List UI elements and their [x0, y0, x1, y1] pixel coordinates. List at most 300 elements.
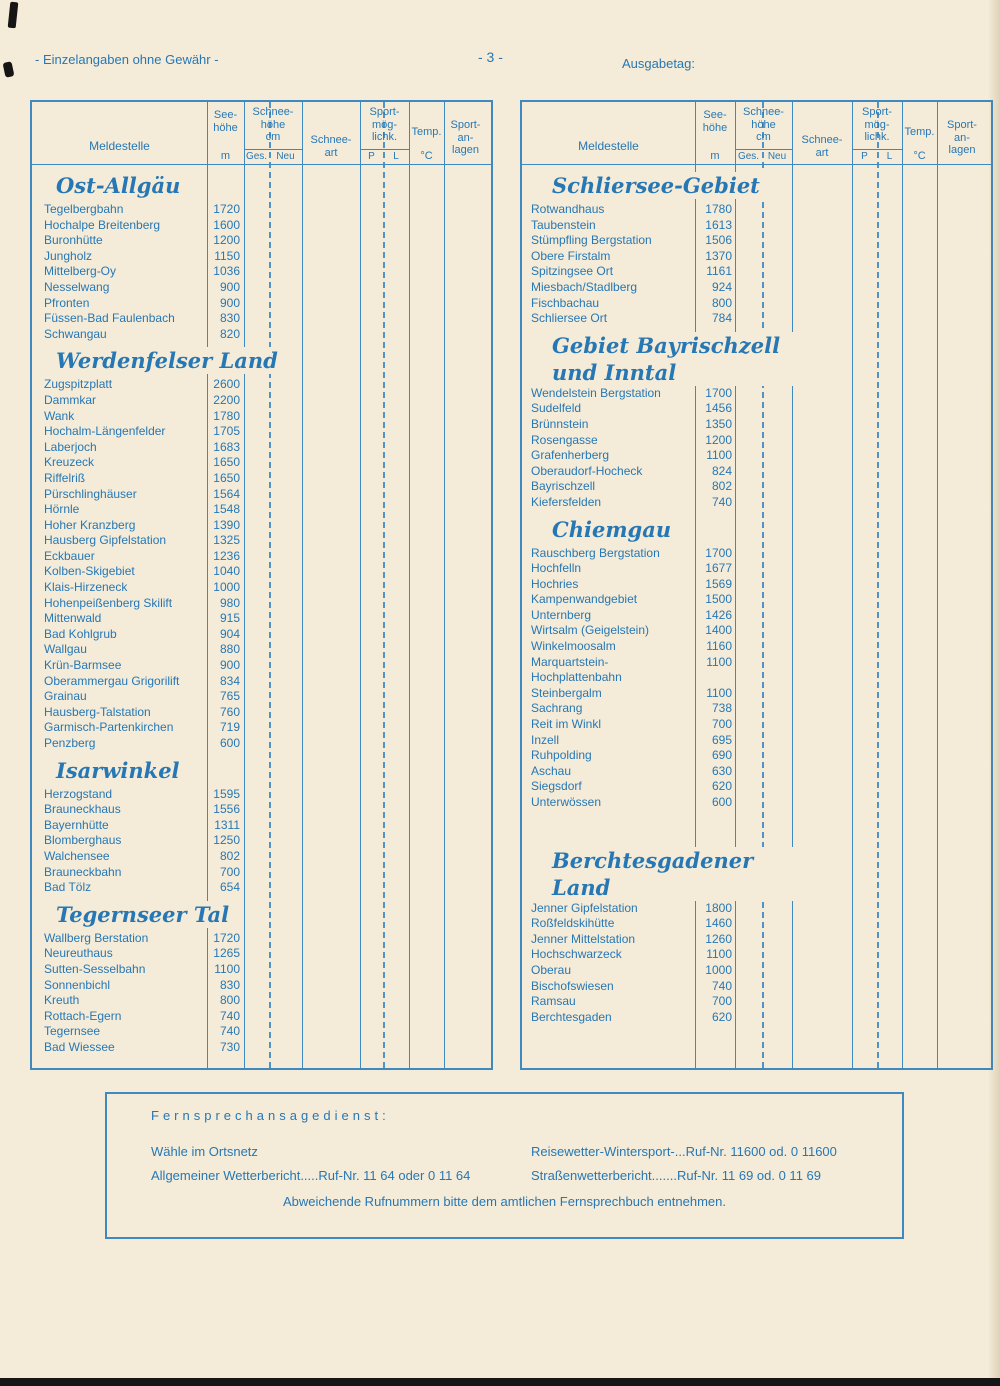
phone-row2-right: Straßenwetterbericht.......Ruf-Nr. 11 69 od. 0 11 69 [531, 1168, 821, 1183]
col-header-schneeart [792, 102, 852, 164]
station-name: Sachrang [531, 701, 583, 716]
station-altitude: 1613 [705, 217, 732, 232]
station-row [522, 464, 991, 480]
station-row [522, 947, 991, 963]
station-name: Bayrischzell [531, 479, 596, 494]
table-body-right [522, 165, 991, 1025]
station-name: Ruhpolding [531, 748, 592, 763]
station-altitude: 1720 [213, 930, 240, 945]
station-name: Hohenpeißenberg Skilift [44, 595, 173, 610]
schneeart-line1: Schnee- [310, 134, 352, 146]
station-name: Grafenherberg [531, 448, 610, 463]
station-row [32, 787, 491, 803]
station-name: Oberaudorf-Hocheck [531, 463, 643, 478]
phone-row1-right: Reisewetter-Wintersport-...Ruf-Nr. 11600 od. 0 11600 [531, 1144, 837, 1159]
col-header-sportmoeglichkeit [360, 102, 409, 164]
station-row [32, 720, 491, 736]
station-name: Pürschlinghäuser [44, 486, 137, 501]
station-altitude: 600 [711, 795, 732, 809]
station-altitude: 824 [711, 463, 732, 478]
station-altitude: 700 [711, 717, 732, 732]
col-header-meldestelle [32, 102, 207, 164]
station-altitude: 2600 [213, 377, 240, 392]
station-row [32, 978, 491, 994]
station-name: Kreuzeck [44, 455, 95, 470]
station-row [32, 502, 491, 518]
region-section [522, 516, 991, 811]
station-name: Tegelbergbahn [44, 202, 124, 216]
station-altitude: 924 [711, 279, 732, 294]
station-altitude: 719 [219, 720, 240, 735]
station-row [522, 218, 991, 234]
station-altitude: 1100 [706, 947, 732, 962]
station-altitude: 1100 [214, 961, 240, 976]
station-row [522, 280, 991, 296]
table-header [32, 102, 491, 165]
station-name: Buronhütte [44, 233, 103, 248]
station-row [522, 686, 991, 702]
station-altitude: 1683 [213, 439, 240, 454]
anlagen-line1: Sport- [450, 119, 481, 131]
station-altitude: 834 [219, 673, 240, 688]
station-row [522, 1010, 991, 1026]
station-name: Rosengasse [531, 432, 598, 447]
station-altitude: 1569 [705, 576, 732, 591]
station-row [32, 202, 491, 218]
col-header-schneeart [302, 102, 360, 164]
meldestelle-label: Meldestelle [89, 138, 150, 153]
station-name: Winkelmoosalm [531, 639, 616, 654]
station-name: Klais-Hirzeneck [44, 580, 128, 595]
station-row [32, 393, 491, 409]
issue-date-label: Ausgabetag: [622, 56, 696, 71]
station-row [32, 424, 491, 440]
station-row [522, 655, 991, 686]
station-altitude: 784 [711, 311, 732, 326]
station-name: Herzogstand [44, 786, 113, 801]
station-name: Bad Kohlgrub [44, 626, 117, 641]
seehoehe-line2: höhe [213, 121, 238, 134]
station-altitude: 1780 [705, 202, 732, 216]
station-row [32, 249, 491, 265]
station-name: Jenner Gipfelstation [531, 900, 638, 915]
anlagen-line3: lagen [452, 144, 479, 156]
station-altitude: 980 [219, 595, 240, 610]
station-row [522, 311, 991, 327]
station-row [522, 748, 991, 764]
region-section [522, 172, 991, 327]
station-name: Dammkar [44, 392, 97, 407]
station-row [522, 795, 991, 811]
station-altitude: 900 [219, 279, 240, 294]
station-altitude: 900 [219, 658, 240, 673]
station-name: Rauschberg Bergstation [531, 545, 660, 560]
station-altitude: 1200 [705, 432, 732, 447]
station-name: Taubenstein [531, 217, 596, 232]
station-row [522, 733, 991, 749]
seehoehe-line2: höhe [702, 121, 728, 134]
station-altitude: 1595 [213, 786, 240, 801]
snow-report-table-left [30, 100, 493, 1070]
station-name: Bayernhütte [44, 817, 109, 832]
station-name: Inzell [531, 732, 560, 747]
station-altitude: 820 [219, 326, 240, 341]
station-name: Roßfeldskihütte [531, 916, 615, 931]
station-name: Mittenwald [44, 611, 102, 626]
station-altitude: 1000 [213, 580, 240, 595]
station-row [522, 963, 991, 979]
station-name: Bischofswiesen [531, 978, 614, 993]
station-altitude: 654 [219, 880, 240, 895]
section-heading-row [522, 332, 991, 386]
station-row [32, 689, 491, 705]
phone-row2-left: Allgemeiner Wetterbericht.....Ruf-Nr. 11 64 oder 0 11 64 [151, 1168, 471, 1183]
station-row [522, 561, 991, 577]
station-altitude: 620 [711, 779, 732, 794]
station-name: Bad Tölz [44, 880, 92, 895]
station-altitude: 1000 [705, 962, 732, 977]
station-row [32, 611, 491, 627]
station-altitude: 1700 [705, 385, 732, 400]
station-row [32, 1009, 491, 1025]
temp-line1: Temp. [904, 126, 935, 138]
phone-service-box [105, 1092, 904, 1239]
station-altitude: 1400 [705, 623, 732, 638]
station-name: Hausberg-Talstation [44, 704, 151, 719]
station-row [32, 627, 491, 643]
station-row [32, 549, 491, 565]
section-title: Tegernseer Tal [54, 901, 234, 928]
station-name: Schliersee Ort [531, 311, 608, 326]
station-row [32, 409, 491, 425]
station-name: Wendelstein Bergstation [531, 385, 661, 400]
station-altitude: 1700 [705, 545, 732, 560]
table-body-left [32, 165, 491, 1056]
station-name: Wallberg Berstation [44, 930, 149, 945]
col-header-meldestelle [522, 102, 695, 164]
station-row [522, 479, 991, 495]
station-row [522, 979, 991, 995]
station-row [32, 1040, 491, 1056]
station-name: Brünnstein [531, 416, 589, 431]
station-altitude: 1236 [213, 548, 240, 563]
subheader-ges-neu [735, 149, 792, 165]
section-heading-row [522, 172, 991, 202]
station-name: Blomberghaus [44, 833, 122, 848]
station-row [522, 764, 991, 780]
station-altitude: 1100 [706, 448, 732, 463]
station-name: Neureuthaus [44, 946, 113, 961]
temp-unit: °C [420, 149, 433, 162]
subheader-p-l [852, 149, 902, 165]
section-heading-row [522, 847, 991, 901]
sport-line1: Sport- [862, 106, 892, 118]
neu-label: Neu [767, 150, 787, 162]
phone-row1-left: Wähle im Ortsnetz [151, 1144, 258, 1159]
phone-row3-note: Abweichende Rufnummern bitte dem amtlichen Fernsprechbuch entnehmen. [283, 1194, 726, 1209]
seehoehe-line1: See- [703, 109, 727, 121]
station-row [522, 233, 991, 249]
p-label: P [368, 150, 375, 162]
station-altitude: 880 [219, 642, 240, 657]
station-name: Nesselwang [44, 279, 110, 294]
station-name: Sudelfeld [531, 401, 582, 416]
station-altitude: 1040 [213, 564, 240, 579]
station-altitude: 765 [219, 689, 240, 704]
station-altitude: 600 [219, 736, 240, 750]
station-name: Wallgau [44, 642, 87, 657]
station-name: Pfronten [44, 295, 90, 310]
station-row [32, 849, 491, 865]
station-name: Hochries [531, 576, 579, 591]
station-altitude: 1260 [705, 931, 732, 946]
station-name: Kreuth [44, 993, 80, 1008]
station-altitude: 1100 [706, 685, 732, 700]
station-name: Walchensee [44, 848, 110, 863]
station-row [522, 932, 991, 948]
schneeart-line2: art [324, 146, 338, 159]
scan-artifact [8, 2, 19, 29]
station-altitude: 1800 [705, 900, 732, 915]
station-altitude: 1200 [213, 233, 240, 248]
station-row [32, 518, 491, 534]
section-heading-row [32, 347, 491, 377]
station-row [32, 280, 491, 296]
schneeart-line2: art [815, 146, 829, 159]
station-name: Kiefersfelden [531, 494, 602, 509]
schneehoehe-unit: cm [265, 131, 281, 143]
station-row [32, 311, 491, 327]
station-name: Unternberg [531, 607, 592, 622]
station-row [522, 717, 991, 733]
station-altitude: 800 [219, 993, 240, 1008]
station-altitude: 1650 [213, 455, 240, 470]
station-altitude: 915 [219, 611, 240, 626]
temp-unit: °C [913, 149, 926, 162]
station-name: Mittelberg-Oy [44, 264, 117, 279]
station-row [522, 386, 991, 402]
station-name: Tegernsee [44, 1024, 101, 1039]
region-section [522, 332, 991, 511]
station-name: Miesbach/Stadlberg [531, 279, 638, 294]
station-altitude: 2200 [213, 392, 240, 407]
station-name: Riffelriß [44, 470, 86, 485]
station-row [522, 448, 991, 464]
station-row [522, 916, 991, 932]
station-row [32, 802, 491, 818]
station-row [522, 577, 991, 593]
station-row [522, 401, 991, 417]
station-altitude: 1150 [214, 248, 240, 263]
station-row [32, 218, 491, 234]
station-row [522, 249, 991, 265]
station-name: Zugspitzplatt [44, 377, 113, 392]
section-heading-row [32, 757, 491, 787]
station-altitude: 1036 [213, 264, 240, 279]
station-name: Ramsau [531, 994, 576, 1009]
station-altitude: 1265 [213, 946, 240, 961]
station-altitude: 1325 [213, 533, 240, 548]
station-row [522, 608, 991, 624]
station-row [522, 264, 991, 280]
station-name: Hochfelln [531, 561, 582, 576]
station-altitude: 1390 [213, 517, 240, 532]
station-name: Kolben-Skigebiet [44, 564, 135, 579]
station-row [32, 658, 491, 674]
station-altitude: 1250 [213, 833, 240, 848]
station-altitude: 738 [711, 701, 732, 716]
station-altitude: 830 [219, 977, 240, 992]
station-name: Brauneckbahn [44, 864, 122, 879]
station-name: Krün-Barmsee [44, 658, 122, 673]
station-row [522, 592, 991, 608]
scan-edge-bottom [0, 1378, 1000, 1386]
col-header-seehoehe [695, 102, 735, 164]
station-row [32, 946, 491, 962]
station-altitude: 802 [219, 848, 240, 863]
schneehoehe-line1: Schnee- [252, 106, 294, 118]
station-row [522, 779, 991, 795]
station-name: Rotwandhaus [531, 202, 605, 216]
station-name: Hörnle [44, 502, 80, 517]
ges-label: Ges. [245, 150, 268, 162]
sport-line2: mög- [371, 118, 398, 131]
station-name: Oberammergau Grigorilift [44, 673, 180, 688]
neu-label: Neu [276, 150, 295, 162]
schneehoehe-unit: cm [756, 131, 771, 143]
station-altitude: 760 [219, 704, 240, 719]
station-altitude: 1311 [214, 817, 240, 832]
schneehoehe-line2: höhe [751, 118, 776, 131]
station-altitude: 1564 [213, 486, 240, 501]
station-altitude: 1500 [705, 592, 732, 607]
station-row [522, 433, 991, 449]
station-name: Hochalpe Breitenberg [44, 217, 161, 232]
section-title: Ost-Allgäu [54, 172, 185, 199]
sport-line2: mög- [864, 118, 890, 131]
section-heading-row [32, 901, 491, 931]
station-altitude: 730 [219, 1039, 240, 1054]
snow-report-table-right [520, 100, 993, 1070]
station-row [32, 440, 491, 456]
station-altitude: 700 [219, 864, 240, 879]
station-name: Schwangau [44, 326, 107, 341]
station-altitude: 1650 [213, 470, 240, 485]
seehoehe-line1: See- [213, 109, 238, 121]
station-name: Hochalm-Längenfelder [44, 424, 166, 439]
scan-artifact [3, 61, 15, 78]
region-section [32, 901, 491, 1056]
station-name: Obere Firstalm [531, 248, 611, 263]
station-name: Reit im Winkl [531, 717, 602, 732]
station-name: Spitzingsee Ort [531, 264, 614, 279]
station-altitude: 1705 [213, 424, 240, 439]
station-row [522, 901, 991, 917]
station-name: Bad Wiessee [44, 1039, 115, 1054]
col-header-sportanlagen [937, 102, 987, 164]
station-name: Aschau [531, 763, 572, 778]
section-heading-row [522, 516, 991, 546]
station-name: Eckbauer [44, 548, 95, 563]
station-name: Sonnenbichl [44, 977, 111, 992]
station-row [32, 880, 491, 896]
station-name: Rottach-Egern [44, 1008, 122, 1023]
p-label: P [861, 150, 868, 162]
station-row [32, 736, 491, 752]
station-altitude: 695 [711, 732, 732, 747]
station-row [522, 417, 991, 433]
sport-line3: lichk. [371, 131, 398, 143]
col-header-sportmoeglichkeit [852, 102, 902, 164]
station-row [522, 495, 991, 511]
station-row [32, 455, 491, 471]
station-altitude: 1100 [706, 654, 732, 669]
station-row [32, 1024, 491, 1040]
station-altitude: 830 [219, 311, 240, 326]
table-header [522, 102, 991, 165]
seehoehe-unit: m [710, 149, 720, 162]
station-row [32, 865, 491, 881]
station-name: Garmisch-Partenkirchen [44, 720, 174, 735]
region-section [32, 757, 491, 896]
station-row [522, 546, 991, 562]
station-row [32, 264, 491, 280]
station-name: Kampenwandgebiet [531, 592, 638, 607]
station-altitude: 1161 [706, 264, 732, 279]
station-name: Jungholz [44, 248, 93, 263]
station-altitude: 800 [711, 295, 732, 310]
phone-service-title: Fernsprechansagedienst: [151, 1108, 390, 1123]
station-name: Hoher Kranzberg [44, 517, 136, 532]
seehoehe-unit: m [220, 149, 231, 162]
station-name: Steinbergalm [531, 685, 602, 700]
station-altitude: 630 [711, 763, 732, 778]
section-heading-row [32, 172, 491, 202]
station-row [522, 701, 991, 717]
station-name: Jenner Mittelstation [531, 931, 636, 946]
station-altitude: 1456 [705, 401, 732, 416]
station-row [32, 580, 491, 596]
region-section [32, 172, 491, 342]
station-name: Unterwössen [531, 795, 602, 809]
station-altitude: 740 [219, 1024, 240, 1039]
station-altitude: 1556 [213, 802, 240, 817]
col-header-schneehoehe [735, 102, 792, 164]
station-altitude: 740 [711, 978, 732, 993]
col-header-seehoehe [207, 102, 244, 164]
station-altitude: 1548 [213, 502, 240, 517]
station-altitude: 690 [711, 748, 732, 763]
station-altitude: 1780 [213, 408, 240, 423]
station-altitude: 740 [219, 1008, 240, 1023]
anlagen-line3: lagen [948, 144, 976, 156]
station-name: Siegsdorf [531, 779, 582, 794]
section-title: Gebiet Bayrischzell und Inntal [550, 332, 812, 386]
station-row [32, 296, 491, 312]
station-row [32, 596, 491, 612]
station-row [32, 327, 491, 343]
section-title: Berchtesgadener Land [550, 847, 812, 901]
station-row [32, 533, 491, 549]
station-name: Brauneckhaus [44, 802, 121, 817]
station-row [522, 623, 991, 639]
col-header-temp [902, 102, 937, 164]
col-header-temp [409, 102, 444, 164]
station-altitude: 1426 [705, 607, 732, 622]
station-name: Hausberg Gipfelstation [44, 533, 167, 548]
station-row [32, 471, 491, 487]
station-altitude: 1460 [705, 916, 732, 931]
